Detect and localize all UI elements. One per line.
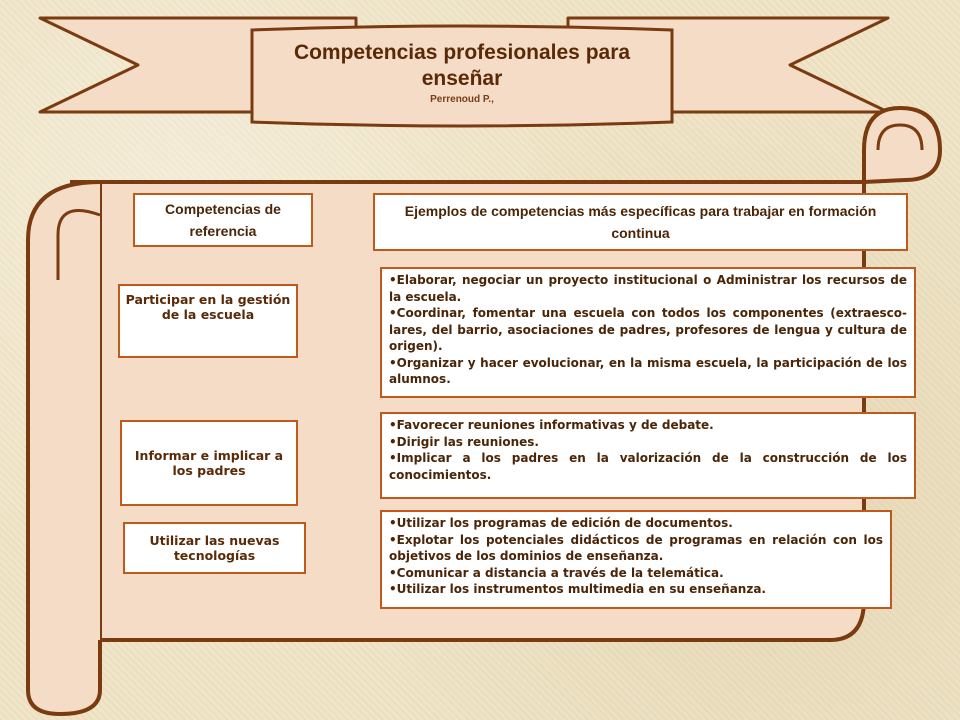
header-right-label: Ejemplos de competencias más específicas para trabajar en formación continua bbox=[404, 203, 877, 241]
title-banner bbox=[252, 28, 672, 124]
example-item: •Elaborar, negociar un proyecto institucional o Administrar los recursos de la escuela. bbox=[389, 273, 907, 304]
example-item: •Comunicar a distancia a través de la telemática. bbox=[389, 565, 724, 580]
example-item: •Favorecer reuniones informativas y de debate. bbox=[389, 418, 714, 432]
examples-box-3 bbox=[380, 510, 892, 609]
page-title: Competencias profesionales para enseñar bbox=[293, 41, 631, 90]
title-author: Perrenoud P., bbox=[430, 94, 494, 105]
scroll-left-roll bbox=[28, 182, 100, 714]
scroll-top-roll bbox=[864, 108, 940, 182]
example-item: •Utilizar los programas de edición de documentos. bbox=[389, 516, 733, 530]
competency-box-2 bbox=[120, 420, 298, 506]
example-item: •Explotar los potenciales didácticos de programas en relación con los objetivos de los dominios de enseñanza. bbox=[389, 532, 883, 563]
example-item: •Dirigir las reuniones. bbox=[389, 434, 539, 449]
competency-label: Informar e implicar a los padres bbox=[134, 448, 284, 478]
example-item: •Coordinar, fomentar una escuela con todos los componentes (extraesco-lares, del barrio, asociaciones de padres, profesores de lengua y cultura de origen). bbox=[389, 306, 907, 353]
examples-box-2 bbox=[380, 412, 916, 499]
header-reference-competencies bbox=[133, 193, 313, 247]
competency-label: Participar en la gestión de la escuela bbox=[125, 292, 291, 322]
competency-box-1 bbox=[118, 284, 298, 358]
competency-box-3 bbox=[123, 522, 306, 574]
example-item: •Organizar y hacer evolucionar, en la misma escuela, la participación de los alumnos. bbox=[389, 355, 907, 386]
example-item: •Utilizar los instrumentos multimedia en su enseñanza. bbox=[389, 582, 766, 596]
competency-label: Utilizar las nuevas tecnologías bbox=[149, 533, 280, 563]
examples-box-1 bbox=[380, 267, 916, 398]
example-item: •Implicar a los padres en la valorización de la construcción de los conocimientos. bbox=[389, 451, 907, 482]
header-left-label: Competencias de referencia bbox=[165, 201, 281, 239]
header-specific-examples bbox=[373, 193, 908, 251]
